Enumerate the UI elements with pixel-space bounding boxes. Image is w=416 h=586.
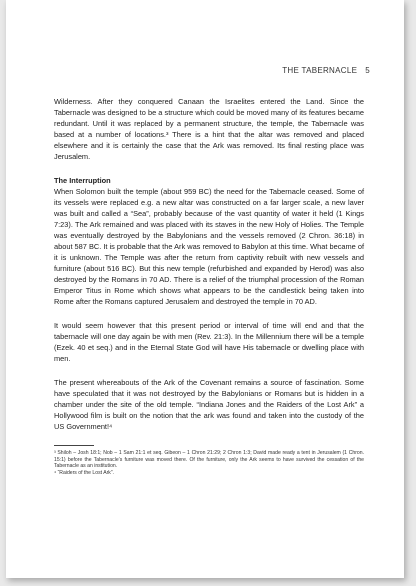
paragraph-wilderness: Wilderness. After they conquered Canaan the Israelites entered the Land. Since the Tabernacle was designed to be a structure which could be moved many of its features became redundant. Until it was replaced by a permanent structure, the temple, the Tabernacle was based at a number of locations.³ There is a hint that the altar was removed and placed elsewhere and it is certainly the case that the Ark was removed. Its final resting place was Jerusalem.	[54, 97, 364, 161]
running-header	[282, 66, 370, 75]
footnote-4: ⁴ “Raiders of the Lost Ark”.	[54, 469, 114, 476]
section-title: THE TABERNACLE	[282, 66, 358, 75]
page-sheet	[6, 0, 404, 578]
section-heading: The Interruption	[54, 176, 111, 185]
paragraph-solomon-temple: When Solomon built the temple (about 959 BC) the need for the Tabernacle ceased. Some of its vessels were replaced e.g. a new altar was constructed on a far larger scale, a new laver was built and called a “Sea”, probably because of the vast quantity of water it held (1 Kings 7:23). The Ark remained and was placed with its staves in the new Holy of Holies. The Temple was eventually destroyed by the Babylonians and the vessels removed (2 Chron. 36:18) in about 587 BC. It is probable that the Ark was removed to Babylon at this time. What became of it is unknown. The Temple was after the return from captivity rebuilt with new vessels and furniture (about 516 BC). But this new temple (refurbished and expanded by Herod) was also destroyed by the Romans in 70 AD. There is a relief of the triumphal procession of the Roman Emperor Titus in Rome which shows what appears to be the candlestick being taken into Rome after the Romans captured Jerusalem and destroyed the temple in 70 AD.	[54, 187, 364, 306]
paragraph-ark-whereabouts: The present whereabouts of the Ark of the Covenant remains a source of fascination. Some have speculated that it was not destroyed by the Babylonians or Romans but is hidden in a chamber under the site of the old temple. “Indiana Jones and the Raiders of the Lost Ark” a Hollywood film is built on the notion that the ark was found and taken into the custody of the US Government!⁴	[54, 378, 364, 431]
footnote-3: ³ Shiloh – Josh 18:1; Nob – 1 Sam 21:1 et seq. Gibeon – 1 Chron 21:29; 2 Chron 1:3; David made ready a tent in Jerusalem (1 Chron. 15:1) before the Tabernacle’s furniture was moved there. Of the furniture, only the Ark seems to have survived the cessation of the Tabernacle as an institution.	[54, 450, 364, 470]
page-number: 5	[365, 66, 370, 75]
body-text	[54, 96, 364, 476]
footnote-divider	[54, 445, 94, 446]
paragraph-future-tabernacle: It would seem however that this present period or interval of time will end and that the tabernacle will one day again be with men (Rev. 21:3). In the Millennium there will be a temple (Ezek. 40 et seq.) and in the Eternal State God will have His tabernacle or dwelling place with men.	[54, 321, 364, 363]
